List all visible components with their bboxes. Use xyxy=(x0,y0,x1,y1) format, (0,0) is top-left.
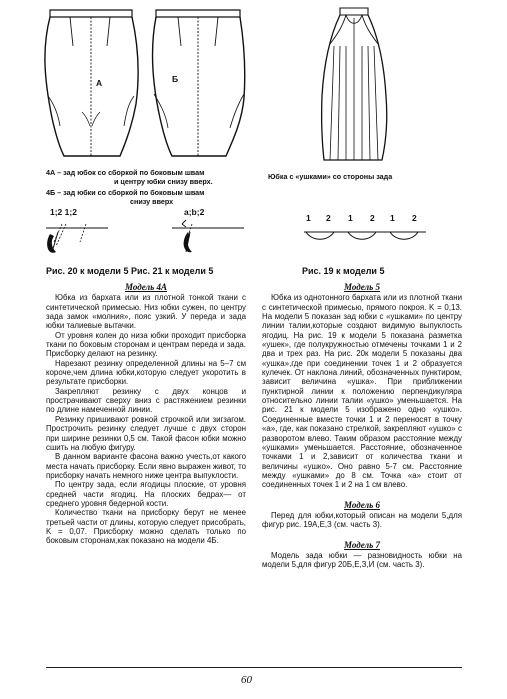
pattern-19-label: 1 xyxy=(306,213,311,223)
model-5-title: Модель 5 xyxy=(344,282,380,292)
pattern-19-label: 1 xyxy=(348,213,353,223)
caption-4a-line1: 4А – зад юбок со сборкой по боковым швам xyxy=(46,168,205,177)
paragraph: Нарезают резинку определенной длины на 5–7 см короче,чем длина юбки,которую следует укоротить в результате присборки. xyxy=(46,358,246,387)
paragraph: Резинку пришивают ровной строчкой или зигзагом. Прострочить резинку следует лучше с двух сторон при ширине резинки 0,5 см. Такой фасон юбки можно сшить на любую фигуру. xyxy=(46,414,246,452)
paragraph: Закрепляют резинку с двух концов и прострачивают сверху вниз с растяжением резинки по длине намеченной линии. xyxy=(46,386,246,415)
caption-ushki: Юбка с «ушками» со стороны зада xyxy=(268,172,393,181)
pattern-21-drawing xyxy=(168,212,248,262)
paragraph: Перед для юбки,который описан на модели 5,для фигур рис. 19А,Е,З (см. часть 3). xyxy=(262,510,462,530)
pattern-19-label: 2 xyxy=(326,213,331,223)
left-column xyxy=(46,283,246,546)
pattern-21-labels: a;b;2 xyxy=(184,207,205,217)
caption-4a-line2: и центру юбки снизу вверх. xyxy=(114,177,213,186)
model-4a-title: Модель 4А xyxy=(125,282,167,292)
paragraph: Модель зада юбки — разновидность юбки на модели 5,для фигур 20Б,Е,З,И (см. часть 3). xyxy=(262,550,462,570)
skirt-4a-label: А xyxy=(96,78,103,88)
fig-20-21-caption: Рис. 20 к модели 5 Рис. 21 к модели 5 xyxy=(46,266,214,276)
paragraph: В данном варианте фасона важно учесть,от какого места начать присборку. Если явно выражен живот, то присборку начать немного ниже центра выпуклости. xyxy=(46,452,246,480)
footer-rule xyxy=(46,667,462,668)
page-number: 60 xyxy=(241,674,252,686)
pattern-20-labels: 1;2 1;2 xyxy=(50,207,77,217)
caption-4b-line1: 4Б – зад юбки со сборкой по боковым швам xyxy=(46,188,205,197)
model-7-title: Модель 7 xyxy=(344,539,380,550)
paragraph: По центру зада, если ягодицы плоские, от уровня средней части ягодиц. На плоских бедрах— от среднего уровня бедерной кости. xyxy=(46,480,246,508)
skirt-4b-drawing xyxy=(148,8,248,160)
paragraph: Юбка из бархата или из плотной тонкой ткани с синтетической примесью. Низ юбки сужен, по центру зада замок «молния», пояс узкий. У переда и зада юбки талиевые вытачки. xyxy=(46,293,246,331)
skirt-ushki-drawing xyxy=(316,6,392,166)
pattern-20-drawing xyxy=(40,212,110,262)
model-6-title: Модель 6 xyxy=(344,499,380,510)
pattern-19-drawing xyxy=(300,226,430,256)
skirt-4a-drawing xyxy=(40,8,140,160)
caption-4b xyxy=(46,188,276,206)
caption-4a xyxy=(46,168,276,186)
paragraph: Юбка из однотонного бархата или из плотной ткани с синтетической примесью, прямого покроя. K = 0,13. На модели 5 показан зад юбки с «ушками» по центру линии талии,которые создают видимую выпуклость ягодиц. На рис. 19 к модели 5 показана разметка «ушек», где полукружностью отмечены точками 1 и 2 два и трех раз. На рис. 20к модели 5 показаны два «ушка»,где при соединении точек 1 и 2 образуется кулечек. От наклона линий, обозначенных пунктиром, зависит величина «ушка». При приближении пунктирной линии к положению перпендикуляра относительно линии талии «ушко» уменьшается. На рис. 21 к модели 5 изображено одно «ушко». Соединенные вместе точки 1 и 2 переносят в точку «а», где, как показано стрелкой, закрепляют «ушко» с разворотом влево. Таким образом расстояние между «ушками» уменьшается. Расстояние, обозначенное точками 1 и 2,зависит от количества ткани и величины «ушко». Оно равно 5-7 см. Расстояние между «ушками» до 8 см. Точка «а» стоит от соединенных точек 1 и 2 на 1 см влево. xyxy=(262,293,462,490)
paragraph: Количество ткани на присборку берут не менее третьей части от длины, которую следует присобрать, K = 0,07. Присборку можно сделать только по боковым сторонам,как показано на модели 4Б. xyxy=(46,508,246,546)
pattern-19-label: 2 xyxy=(370,213,375,223)
pattern-19-label: 2 xyxy=(412,213,417,223)
right-column xyxy=(262,283,462,570)
fig-19-caption: Рис. 19 к модели 5 xyxy=(302,266,385,276)
paragraph: От уровня колен до низа юбки проходит присборка ткани по боковым сторонам и центрам переда и зада. Присборку делают на резинку. xyxy=(46,330,246,359)
caption-4b-line2: снизу вверх xyxy=(130,197,174,206)
skirt-4b-label: Б xyxy=(172,74,179,84)
pattern-19-label: 1 xyxy=(390,213,395,223)
